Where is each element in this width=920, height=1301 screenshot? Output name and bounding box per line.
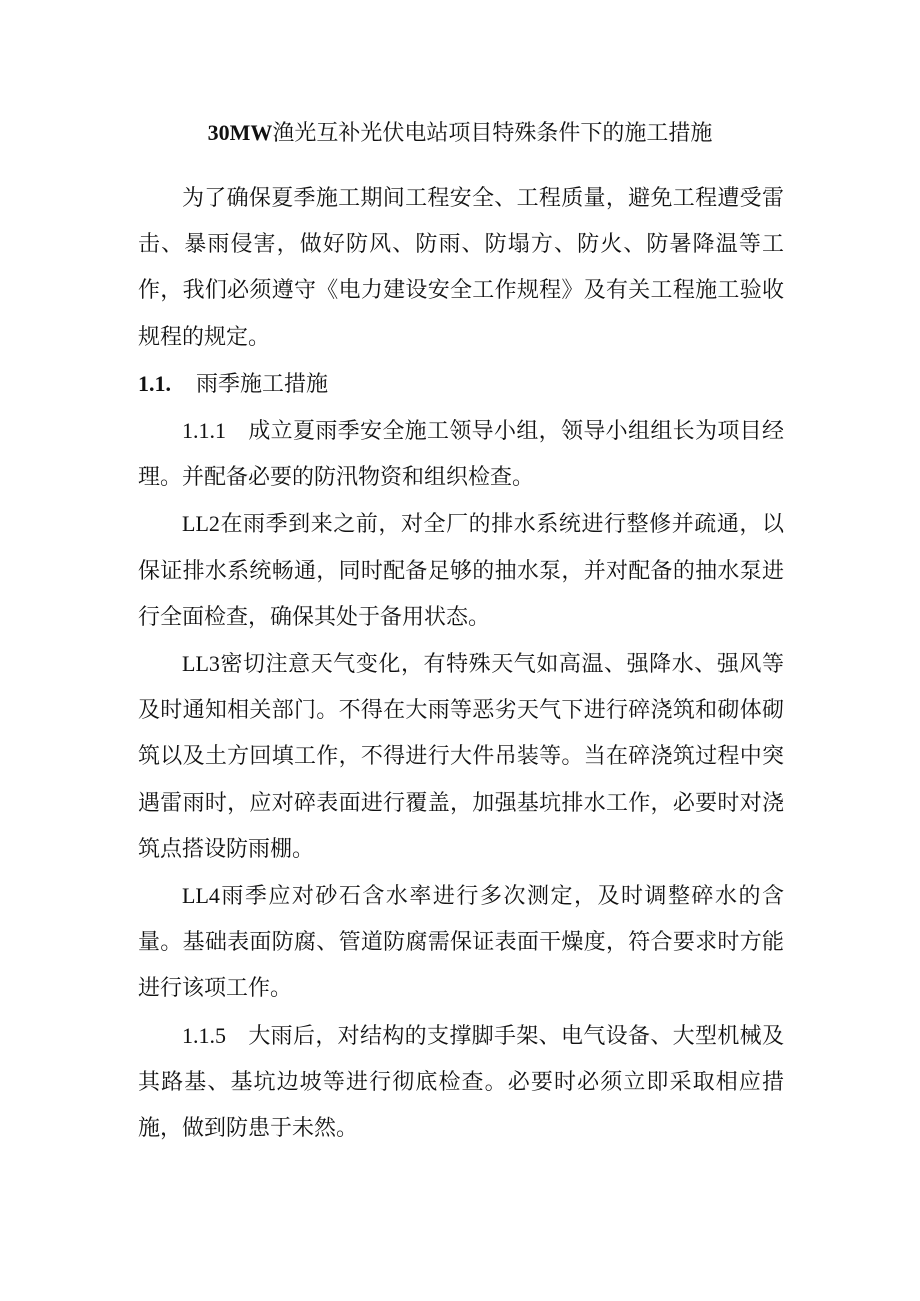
section-number: 1.1. (138, 370, 171, 396)
item-paragraph-1 (138, 408, 784, 501)
section-title: 雨季施工措施 (196, 371, 329, 397)
item-text: 雨季应对砂石含水率进行多次测定，及时调整碎水的含量。基础表面防腐、管道防腐需保证表面干燥度，符合要求时方能进行该项工作。 (138, 884, 784, 1002)
document-body (138, 176, 784, 1152)
item-text: 成立夏雨季安全施工领导小组，领导小组组长为项目经理。并配备必要的防汛物资和组织检查。 (138, 419, 784, 491)
item-code: 1.1.1 (182, 418, 226, 444)
item-paragraph-2 (138, 501, 784, 641)
item-paragraph-5 (138, 1013, 784, 1153)
title-text: 渔光互补光伏电站项目特殊条件下的施工措施 (272, 121, 713, 146)
item-text: 密切注意天气变化，有特殊天气如高温、强降水、强风等及时通知相关部门。不得在大雨等恶劣天气下进行碎浇筑和砌体砌筑以及土方回填工作，不得进行大件吊装等。当在碎浇筑过程中突遇雷雨时，应对碎表面进行覆盖，加强基坑排水工作，必要时对浇筑点搭设防雨棚。 (138, 652, 784, 862)
item-code: LL2 (182, 511, 220, 537)
item-code: 1.1.5 (182, 1022, 226, 1048)
item-paragraph-4 (138, 873, 784, 1013)
item-text: 大雨后，对结构的支撑脚手架、电气设备、大型机械及其路基、基坑边坡等进行彻底检查。必要时必须立即采取相应措施，做到防患于未然。 (138, 1023, 784, 1142)
item-text: 在雨季到来之前，对全厂的排水系统进行整修并疏通，以保证排水系统畅通，同时配备足够的抽水泵，并对配备的抽水泵进行全面检查，确保其处于备用状态。 (138, 512, 784, 630)
item-paragraph-3 (138, 641, 784, 873)
intro-paragraph: 为了确保夏季施工期间工程安全、工程质量，避免工程遭受雷击、暴雨侵害，做好防风、防雨、防塌方、防火、防暑降温等工作，我们必须遵守《电力建设安全工作规程》及有关工程施工验收规程的规定。 (138, 186, 784, 350)
section-heading (138, 361, 784, 408)
document-title (138, 118, 782, 149)
item-code: LL4 (182, 883, 220, 909)
item-code: LL3 (182, 651, 220, 677)
title-capacity: 30MW (207, 120, 273, 145)
